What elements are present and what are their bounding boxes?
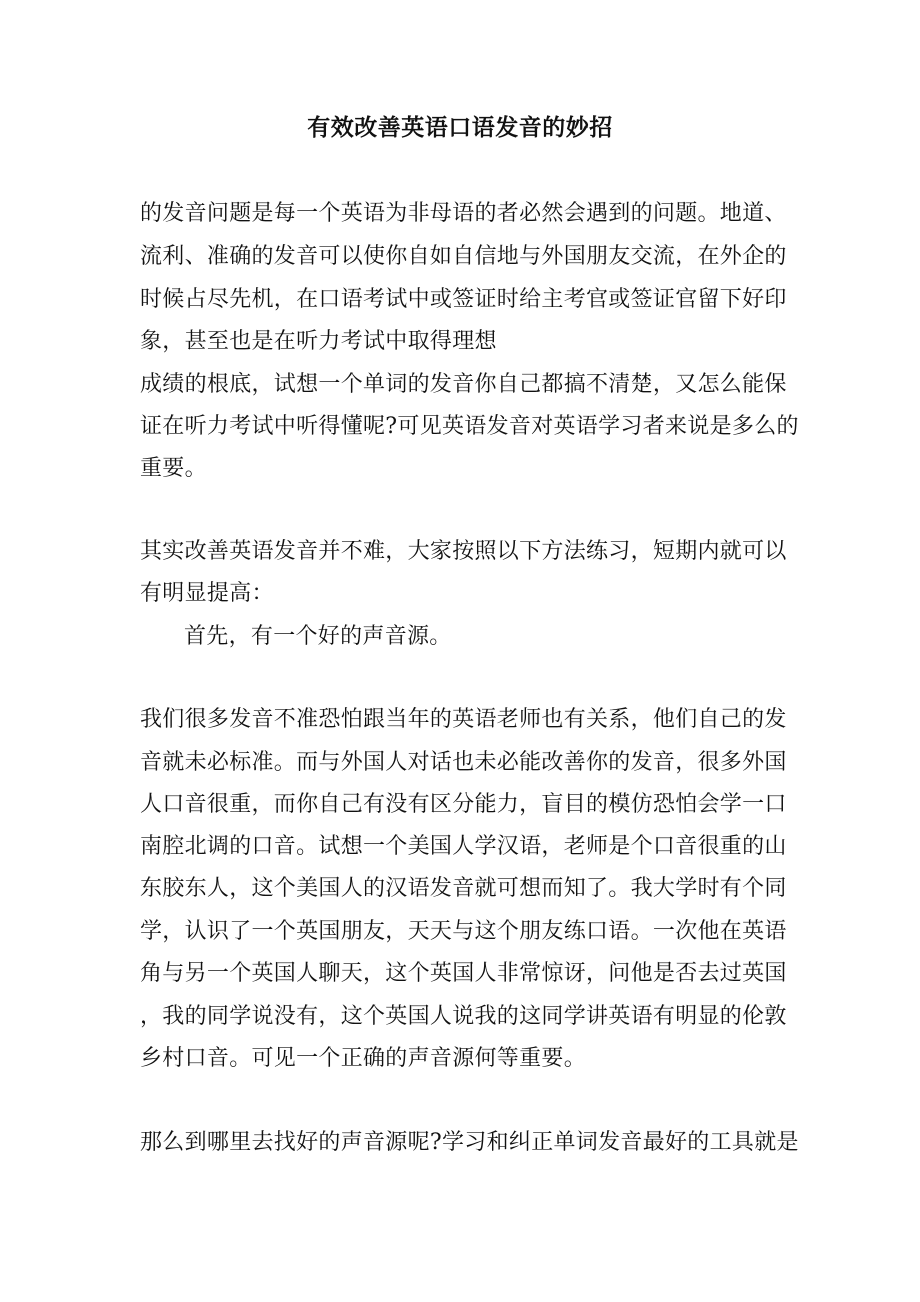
paragraph-line: 乡村口音。可见一个正确的声音源何等重要。 [140,1046,587,1071]
paragraph-line: 成绩的根底，试想一个单词的发音你自己都搞不清楚，又怎么能保 [140,372,787,397]
paragraph-line: 南腔北调的口音。试想一个美国人学汉语，老师是个口音很重的山 [140,834,787,859]
paragraph-line: 东胶东人，这个美国人的汉语发音就可想而知了。我大学时有个同 [140,876,787,901]
paragraph-line: 时候占尽先机，在口语考试中或签证时给主考官或签证官留下好印 [140,287,787,312]
paragraph-line: 象，甚至也是在听力考试中取得理想 [140,329,497,354]
paragraph-line: 音就未必标准。而与外国人对话也未必能改善你的发音，很多外国 [140,750,787,775]
paragraph-line: 角与另一个英国人聊天，这个英国人非常惊讶，问他是否去过英国 [140,961,787,986]
paragraph-line: 的发音问题是每一个英语为非母语的者必然会遇到的问题。地道、 [140,201,787,226]
paragraph-line: 证在听力考试中听得懂呢?可见英语发音对英语学习者来说是多么的 [140,414,799,439]
paragraph-line: 学，认识了一个英国朋友，天天与这个朋友练口语。一次他在英语 [140,919,787,944]
paragraph-line: 人口音很重，而你自己有没有区分能力，盲目的模仿恐怕会学一口 [140,792,787,817]
paragraph-line: 那么到哪里去找好的声音源呢?学习和纠正单词发音最好的工具就是 [140,1130,799,1155]
section-heading: 首先，有一个好的声音源。 [184,624,452,649]
paragraph-line: 有明显提高： [140,581,274,606]
paragraph-line: 其实改善英语发音并不难，大家按照以下方法练习，短期内就可以 [140,539,787,564]
paragraph-line: 我们很多发音不准恐怕跟当年的英语老师也有关系，他们自己的发 [140,707,787,732]
paragraph-line: 重要。 [140,456,207,481]
paragraph-line: ，我的同学说没有，这个英国人说我的这同学讲英语有明显的伦敦 [140,1004,787,1029]
document-title: 有效改善英语口语发音的妙招 [307,114,613,141]
paragraph-line: 流利、准确的发音可以使你自如自信地与外国朋友交流，在外企的 [140,244,787,269]
